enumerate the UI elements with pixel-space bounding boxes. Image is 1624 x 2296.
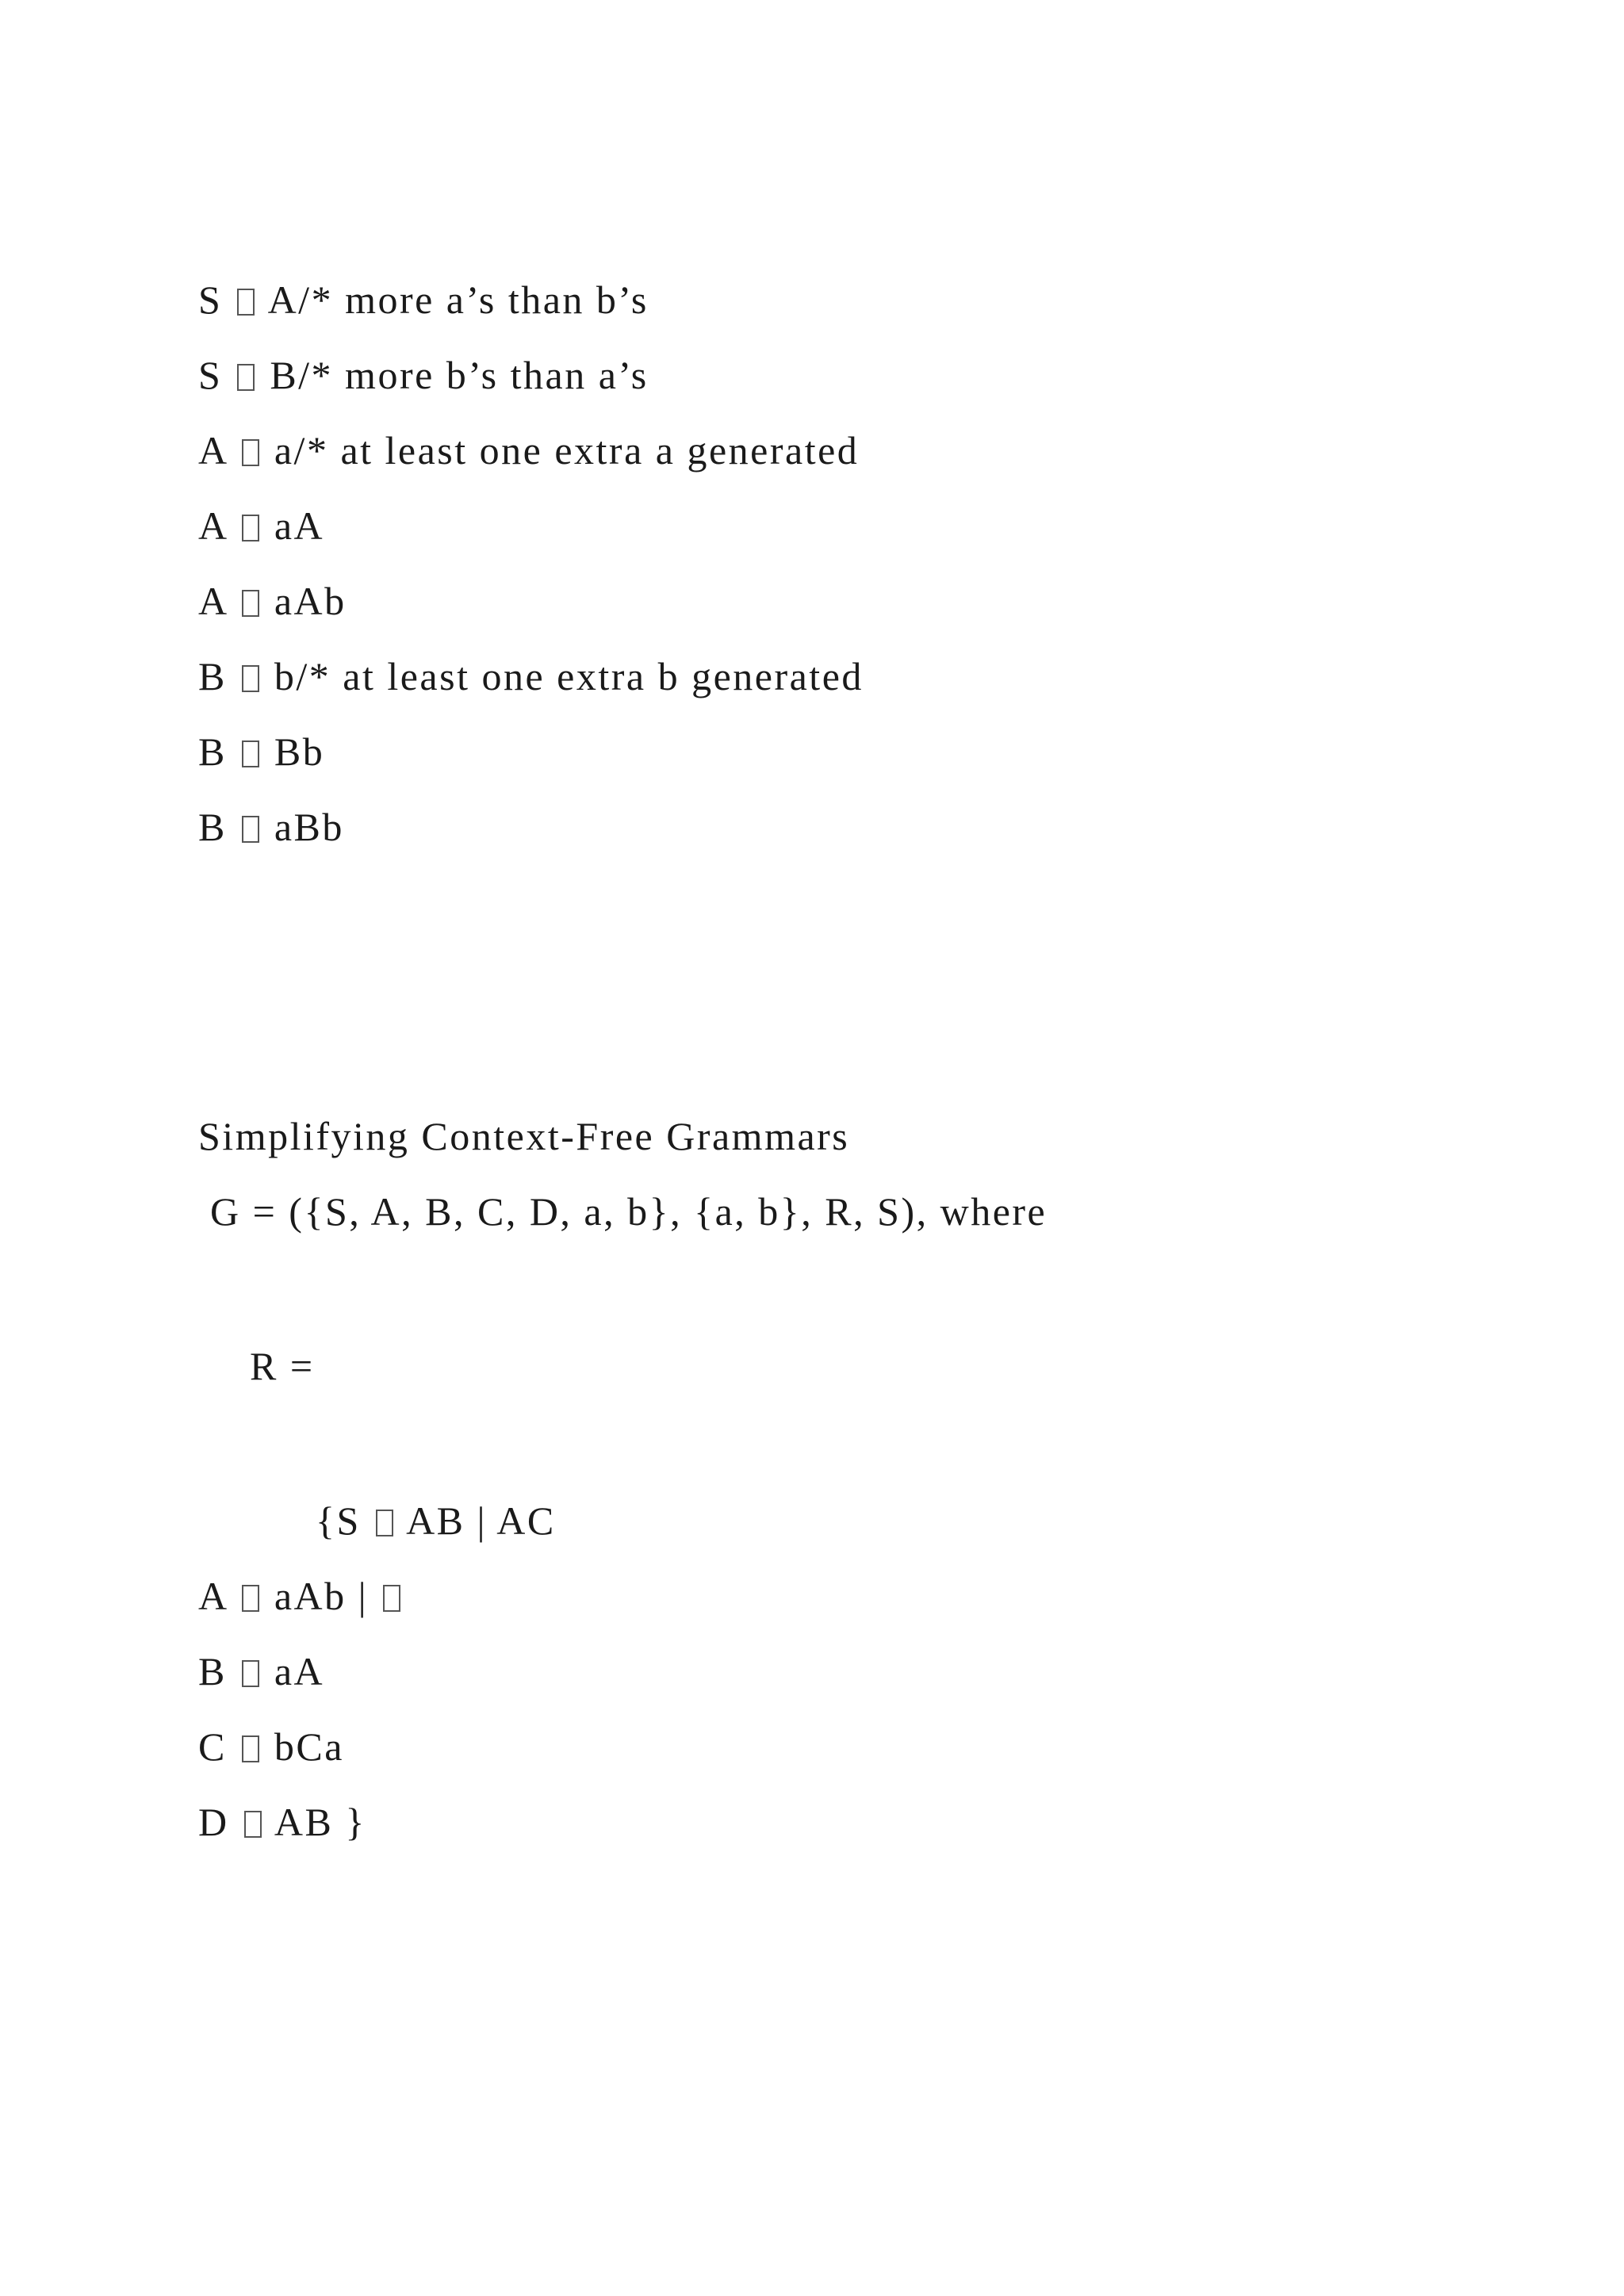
rule-lhs: A (198, 1574, 227, 1618)
r-label: R = (250, 1344, 315, 1388)
production-rhs: Bb (274, 729, 325, 774)
rule-line (198, 1572, 404, 1620)
production-line (198, 577, 347, 625)
production-lhs: B (198, 729, 227, 774)
rule-lhs: C (198, 1724, 227, 1769)
production-rhs: B/* more b’s than a’s (270, 353, 649, 397)
rule-lhs: {S (316, 1498, 361, 1543)
missing-glyph-icon (242, 1660, 259, 1687)
rule-rhs: AB | AC (406, 1498, 556, 1543)
section-title: Simplifying Context-Free Grammars (198, 1114, 850, 1158)
rule-line (198, 1647, 324, 1695)
missing-glyph-icon (383, 1585, 400, 1612)
rule-line (198, 1798, 366, 1846)
production-line (198, 276, 649, 323)
production-rhs: aAb (274, 579, 347, 623)
production-rhs: b/* at least one extra b generated (274, 654, 864, 698)
production-line (198, 351, 649, 399)
missing-glyph-icon (242, 1585, 259, 1612)
missing-glyph-icon (242, 590, 259, 617)
rule-line (316, 1497, 556, 1544)
production-line (198, 502, 324, 549)
rule-rhs: aAb | (274, 1574, 369, 1618)
production-rhs: aA (274, 503, 325, 548)
production-lhs: A (198, 579, 227, 623)
production-lhs: A (198, 428, 227, 473)
rule-line (198, 1723, 344, 1770)
missing-glyph-icon (376, 1510, 393, 1536)
production-line (198, 728, 324, 775)
missing-glyph-icon (244, 1811, 262, 1838)
rule-rhs: AB } (274, 1800, 366, 1844)
production-lhs: S (198, 353, 223, 397)
grammar-definition: G = ({S, A, B, C, D, a, b}, {a, b}, R, S), where (198, 1189, 1048, 1234)
missing-glyph-icon (242, 740, 259, 767)
rule-rhs: bCa (274, 1724, 344, 1769)
missing-glyph-icon (242, 1735, 259, 1762)
production-lhs: B (198, 654, 227, 698)
rule-rhs: aA (274, 1649, 325, 1693)
production-line (198, 803, 344, 851)
production-line (198, 427, 859, 474)
production-line (198, 652, 864, 700)
production-rhs: aBb (274, 805, 344, 849)
rule-lhs: B (198, 1649, 227, 1693)
missing-glyph-icon (242, 816, 259, 843)
production-lhs: S (198, 277, 223, 322)
rule-lhs: D (198, 1800, 229, 1844)
production-rhs: a/* at least one extra a generated (274, 428, 860, 473)
production-rhs: A/* more a’s than b’s (267, 277, 649, 322)
production-lhs: A (198, 503, 227, 548)
production-lhs: B (198, 805, 227, 849)
missing-glyph-icon (237, 289, 255, 316)
missing-glyph-icon (242, 515, 259, 541)
missing-glyph-icon (242, 665, 259, 692)
missing-glyph-icon (237, 364, 255, 391)
missing-glyph-icon (242, 439, 259, 466)
